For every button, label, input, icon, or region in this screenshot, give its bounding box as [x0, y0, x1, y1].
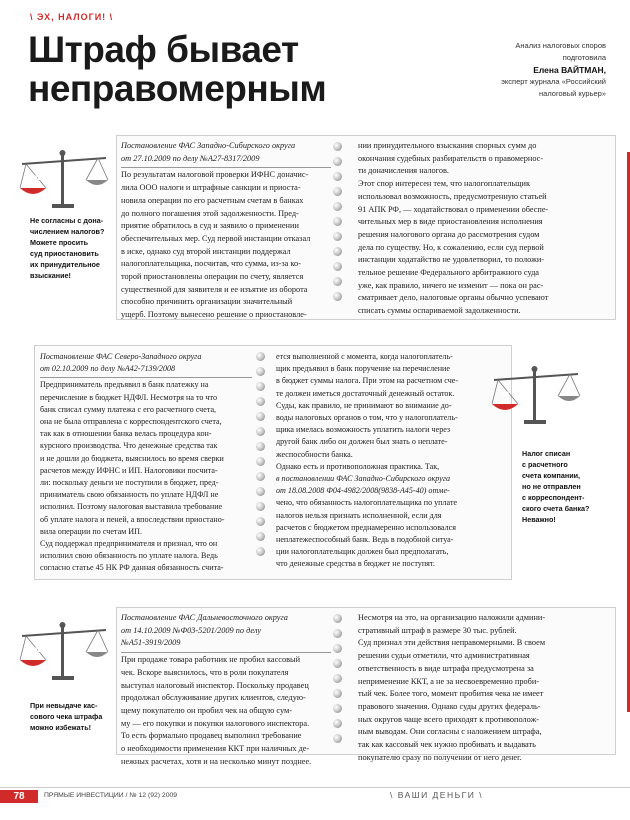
body-line: использовал возможность, предусмотренную статьей	[358, 191, 547, 201]
author-lead-1: Анализ налоговых споров	[515, 41, 606, 50]
question-line: сового чека штрафа	[30, 712, 103, 721]
body-line: в иске, однако суд второй инстанции поддержал	[121, 246, 291, 256]
body-line: согласно статье 45 НК РФ данная обязанность счита-	[40, 563, 224, 573]
body-line: ущерб. Поэтому вынесено решение о приостановле-	[121, 310, 307, 320]
case-reference: Постановление ФАС Дальневосточного округа	[121, 613, 288, 622]
body-line: неприменение ККТ, а не за несвоевременно проби-	[358, 676, 540, 686]
binder-rings-1	[333, 142, 345, 307]
body-line: му — его покупки и покупки налогового инспектора.	[121, 718, 310, 728]
body-line: курсного производства. Что денежные средства так	[40, 441, 218, 451]
question-line: взыскание!	[30, 271, 71, 280]
body-line: сматривает дело, налоговые органы обычно успевают	[358, 293, 549, 303]
binder-rings-3	[333, 614, 345, 749]
body-line: вила операции по счетам ИП.	[40, 526, 143, 536]
body-line: приятие обратилось в суд и заявило о применении	[121, 221, 299, 231]
body-line: неплатежеспособный банк. Ведь в подобной ситуа-	[276, 535, 454, 545]
body-line: она не была отправлена с корреспондентского счета,	[40, 417, 222, 427]
case-reference: от 27.10.2009 по делу №А27-8317/2009	[121, 153, 260, 163]
case-text-left-1	[121, 140, 331, 322]
body-line: тельное решение Федерального арбитражного суда	[358, 268, 539, 278]
body-line: до полного погашения этой задолженности. Пред-	[121, 208, 299, 218]
body-line: обеспечительных мер. Суд первой инстанции отказал	[121, 233, 311, 243]
body-line: расчетов с бюджетом преднамеренно использовался	[276, 522, 456, 532]
body-line: То есть формально продавец выполнил требование	[121, 731, 302, 741]
footer-divider	[0, 787, 630, 788]
body-line: ных округов чаще всего приходят к противополож-	[358, 714, 540, 724]
divider	[121, 652, 331, 653]
body-line: нии принудительного взыскания спорных сумм до	[358, 141, 537, 150]
author-block	[406, 40, 606, 100]
body-line: перечисление в бюджет НДФЛ. Несмотря на то что	[40, 392, 218, 402]
body-line: продолжал обслуживание других клиентов, следую-	[121, 693, 306, 703]
body-line: При продаже товара работник не пробил кассовый	[121, 655, 301, 665]
question-line: ского счета банка?	[522, 504, 590, 513]
body-line: решения налогового органа до рассмотрения судом	[358, 229, 540, 239]
body-line: Суд поддержал предпринимателя и признал, что он	[40, 539, 218, 549]
body-line: те должен иметься достаточный денежный остаток.	[276, 388, 455, 398]
body-line: покупателю сразу по получении от него денег.	[358, 752, 522, 762]
body-line: в постановлении ФАС Западно-Сибирского округа	[276, 474, 451, 484]
body-line: щему покупателю он пробил чек на общую сум-	[121, 705, 293, 715]
body-line: щик предъявил в банк поручение на перечисление	[276, 364, 450, 374]
question-line: счета компании,	[522, 471, 581, 480]
body-line: так как кассовый чек нужно пробивать и выдавать	[358, 740, 536, 750]
author-position-1: эксперт журнала «Российский	[501, 77, 606, 86]
case-reference: от 02.10.2009 по делу №А42-7139/2008	[40, 364, 176, 374]
divider	[40, 377, 252, 378]
author-lead-2: подготовила	[562, 53, 606, 62]
body-line: существенной для заявителя и ее изъятие из оборота	[121, 284, 308, 294]
body-line: лила ООО налоги и штрафные санкции и приоста-	[121, 183, 301, 193]
body-line: Несмотря на это, на организацию наложили админи-	[358, 613, 546, 622]
body-line: уже, как правило, ничего не изменит — пока он рас-	[358, 280, 544, 290]
scale-label-1: за	[33, 173, 43, 182]
body-line: чек. Вскоре выяснилось, что в роли покупателя	[121, 667, 289, 677]
question-line: с корреспондент-	[522, 493, 585, 502]
body-line: дела по существу. Но, к сожалению, если суд первой	[358, 242, 544, 252]
body-line: новила операции по его расчетным счетам в банках	[121, 195, 304, 205]
question-line: Не согласны с дона-	[30, 216, 104, 225]
rubric: \ ЭХ, НАЛОГИ! \	[30, 12, 114, 22]
body-line: Суды, как правило, не принимают во внимание до-	[276, 400, 452, 410]
case-question-2	[522, 448, 614, 525]
case-text-right-1	[358, 140, 613, 318]
body-line: окончания судебных разбирательств о правомернос-	[358, 153, 544, 163]
question-line: При невыдаче кас-	[30, 701, 98, 710]
question-line: Неважно!	[522, 515, 556, 524]
author-name: Елена ВАЙТМАН,	[533, 65, 606, 75]
body-line: стративный штраф в размере 30 тыс. рублей.	[358, 625, 517, 635]
question-line: числением налогов?	[30, 227, 105, 236]
case-reference: №А51-3919/2009	[121, 638, 181, 648]
body-line: воды налоговых органов о том, что у налогоплатель-	[276, 413, 458, 423]
body-line: налогов нельзя признать исполненной, если для	[276, 510, 442, 520]
case-reference: от 14.10.2009 №Ф03-5201/2009 по делу	[121, 625, 262, 635]
binder-rings-2	[256, 352, 268, 562]
body-line: способно причинить организации значительный	[121, 297, 293, 307]
body-line: По результатам налоговой проверки ИФНС доначис-	[121, 170, 309, 180]
body-line: тый чек. Более того, момент пробития чека не имеет	[358, 689, 544, 699]
body-line: жеспособности банка.	[276, 449, 353, 459]
case-text-left-2	[40, 351, 252, 575]
case-text-left-3	[121, 612, 331, 768]
body-line: о необходимости применения ККТ при наличных де-	[121, 744, 310, 754]
body-line: исполнил. Поэтому налоговая выставила требование	[40, 502, 223, 512]
body-line: исполнил свою обязанность по уплате налога. Ведь	[40, 551, 218, 561]
body-line: налогоплательщика, посчитав, что сумма, из-за ко-	[121, 259, 301, 269]
body-line: приниматель свою обязанность по уплате НДФЛ не	[40, 490, 219, 500]
body-line: торой приостановлены операции по счету, является	[121, 272, 304, 282]
publication-info: ПРЯМЫЕ ИНВЕСТИЦИИ / № 12 (92) 2009	[44, 792, 178, 799]
body-line: ти доначисления налогов.	[358, 166, 450, 176]
body-line: ли: поскольку деньги не поступили в бюджет, пред-	[40, 478, 219, 488]
divider	[121, 167, 331, 168]
case-question-1	[30, 215, 116, 281]
body-line: списать суммы оспариваемой задолженности.	[358, 306, 521, 316]
case-question-3	[30, 700, 116, 733]
body-line: Предприниматель предъявил в банк платежку на	[40, 380, 209, 390]
question-line: можно избежать!	[30, 723, 92, 732]
question-line: но не отправлен	[522, 482, 581, 491]
body-line: Этот спор интересен тем, что налогоплательщик	[358, 179, 531, 189]
page-number: 78	[0, 790, 38, 803]
body-line: ции налогоплательщик должен был предполагать,	[276, 547, 449, 557]
case-text-right-3	[358, 612, 613, 764]
section-name: \ ВАШИ ДЕНЬГИ \	[390, 790, 484, 800]
body-line: так как в отношении банка велась процедура кон-	[40, 429, 212, 439]
question-line: их принудительное	[30, 260, 100, 269]
body-line: ным выводам. Они согласны с наложением штрафа,	[358, 727, 542, 737]
body-line: выступал налоговый инспектор. Поскольку продавец	[121, 680, 309, 690]
body-line: расчетов между ИФНС и ИП. Налоговики посчита-	[40, 465, 218, 475]
article-title	[28, 30, 326, 108]
body-line: решении судьи отметили, что административная	[358, 651, 530, 661]
body-line: Однако есть и противоположная практика. Так,	[276, 461, 440, 471]
body-line: инстанции ходатайство не удовлетворил, то положи-	[358, 255, 545, 265]
body-line: чительных мер в виде приостановления исполнения	[358, 217, 543, 227]
body-line: от 18.08.2008 Ф04-4982/2008(9838-А45-40) отме-	[276, 486, 450, 496]
body-line: нежных расчетах, хотя и на несколько минут позднее.	[121, 756, 312, 766]
body-line: банк списал сумму платежа с его расчетного счета,	[40, 404, 217, 414]
body-line: в бюджет суммы налога. При этом на расчетном сче-	[276, 376, 459, 386]
body-line: правового значения. Однако суды других федераль-	[358, 701, 541, 711]
scale-label-2: за	[500, 389, 510, 398]
question-line: Можете просить	[30, 238, 89, 247]
case-reference: Постановление ФАС Западно-Сибирского округа	[121, 141, 296, 150]
body-line: ответственность в виде штрафа предусмотрена за	[358, 663, 534, 673]
title-line-2: неправомерным	[28, 68, 327, 109]
body-line: и не дошли до бюджета, выяснилось во время сверки	[40, 453, 224, 463]
author-position-2: налоговый курьер»	[539, 89, 606, 98]
body-line: чено, что обязанность налогоплательщика по уплате	[276, 498, 458, 508]
body-line: 91 АПК РФ, — ходатайствовал о применении обеспе-	[358, 204, 549, 214]
case-text-right-2	[276, 351, 508, 571]
body-line: Суд признал эти действия неправомерными. В своем	[358, 638, 546, 648]
title-line-1: Штраф бывает	[28, 29, 299, 70]
question-line: Налог списан	[522, 449, 571, 458]
question-line: суд приостановить	[30, 249, 99, 258]
scale-label-3: за	[33, 645, 43, 654]
case-reference: Постановление ФАС Северо-Западного округа	[40, 352, 202, 361]
body-line: об уплате налога и пеней, а впоследствии приостано-	[40, 514, 225, 524]
body-line: ется выполненной с момента, когда налогоплатель-	[276, 352, 453, 361]
question-line: с расчетного	[522, 460, 568, 469]
body-line: что денежные средства в бюджет не поступят.	[276, 559, 435, 569]
body-line: другой банк либо он должен был знать о неплате-	[276, 437, 448, 447]
body-line: щика имелась возможность уплатить налоги через	[276, 425, 451, 435]
